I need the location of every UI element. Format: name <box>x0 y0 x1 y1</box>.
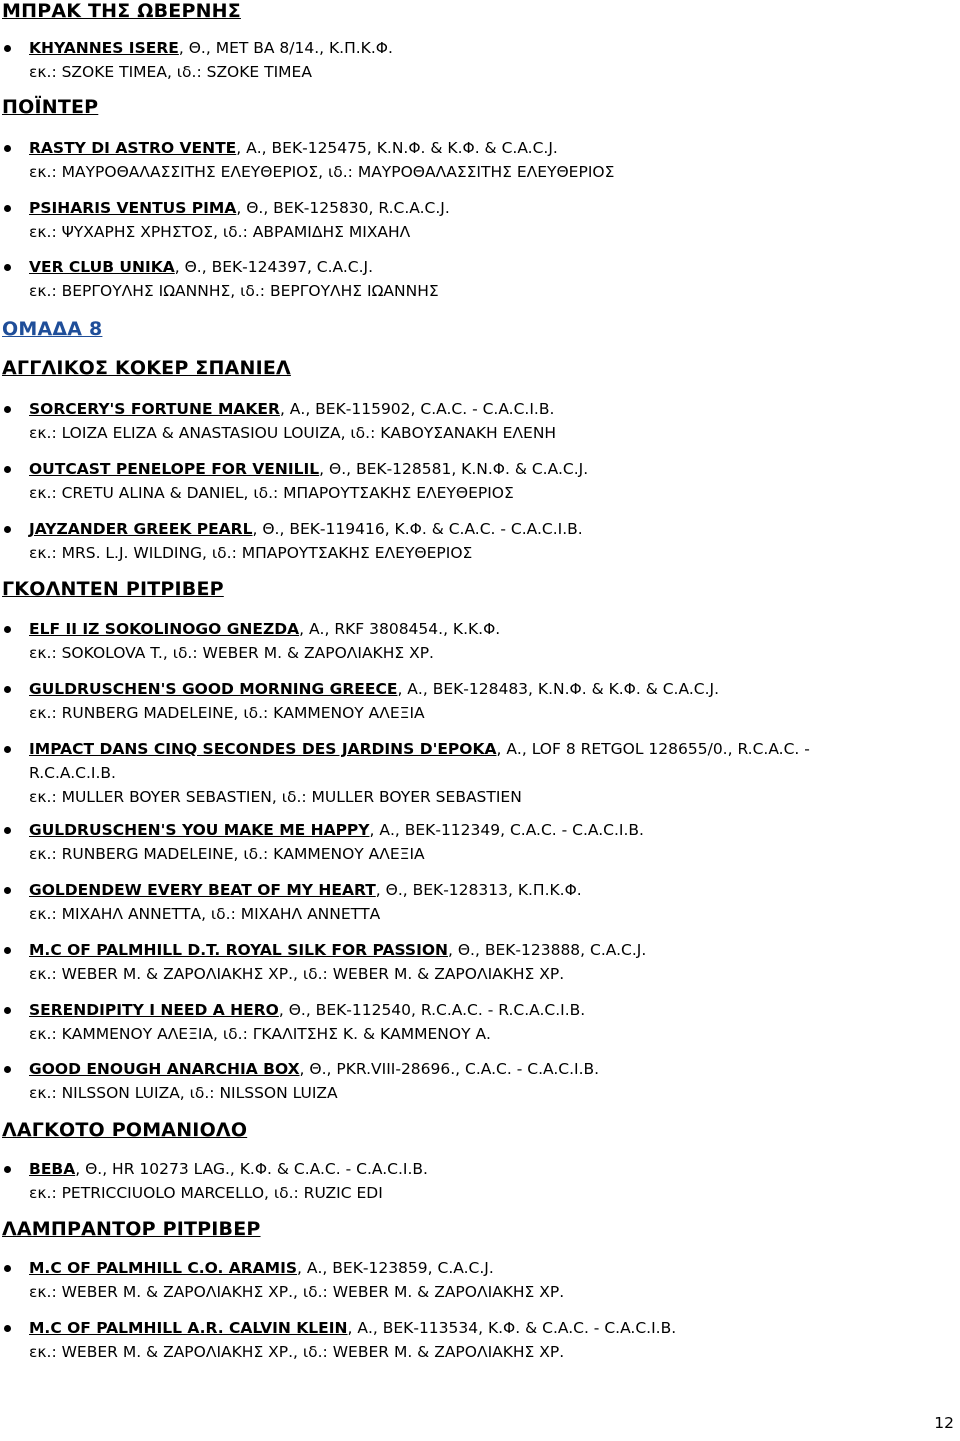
dog-owners: εκ.: RUNBERG MADELEINE, ιδ.: ΚΑΜΜΕΝΟΥ ΑΛΕΞΙΑ <box>29 704 425 722</box>
dog-owners: εκ.: RUNBERG MADELEINE, ιδ.: ΚΑΜΜΕΝΟΥ ΑΛΕΞΙΑ <box>29 845 425 863</box>
dog-name: RASTY DI ASTRO VENTE <box>29 139 237 157</box>
bullet-icon <box>4 626 11 633</box>
dog-owners: εκ.: WEBER M. & ΖΑΡΟΛΙΑΚΗΣ ΧΡ., ιδ.: WEBER M. & ΖΑΡΟΛΙΑΚΗΣ ΧΡ. <box>29 1343 565 1361</box>
bullet-icon <box>4 145 11 152</box>
dog-name: GOOD ENOUGH ANARCHIA BOX <box>29 1060 300 1078</box>
dog-details: , Θ., ΒΕΚ-119416, Κ.Φ. & C.A.C. - C.A.C.I.B. <box>252 520 583 538</box>
dog-owners: εκ.: LOIZA ELIZA & ANASTASIOU LOUIZA, ιδ.: ΚΑΒΟΥΣΑΝΑΚΗ ΕΛΕΝΗ <box>29 424 557 442</box>
bullet-icon <box>4 947 11 954</box>
dog-owners: εκ.: MRS. L.J. WILDING, ιδ.: ΜΠΑΡΟΥΤΣΑΚΗΣ ΕΛΕΥΘΕΡΙΟΣ <box>29 544 473 562</box>
bullet-icon <box>4 264 11 271</box>
dog-details: , Θ., ΜΕΤ ΒΑ 8/14., Κ.Π.Κ.Φ. <box>178 39 393 57</box>
bullet-icon <box>4 746 11 753</box>
breed-heading: ΛΑΜΠΡΑΝΤΟΡ ΡΙΤΡΙΒΕΡ <box>2 1218 261 1240</box>
bullet-icon <box>4 45 11 52</box>
dog-name: SORCERY'S FORTUNE MAKER <box>29 400 280 418</box>
breed-heading: ΜΠΡΑΚ ΤΗΣ ΩΒΕΡΝΗΣ <box>2 0 241 22</box>
dog-name: KHYANNES ISERE <box>29 39 179 57</box>
dog-owners: εκ.: ΚΑΜΜΕΝΟΥ ΑΛΕΞΙΑ, ιδ.: ΓΚΑΛΙΤΣΗΣ Κ. & ΚΑΜΜΕΝΟΥ Α. <box>29 1025 491 1043</box>
dog-name: VER CLUB UNIKA <box>29 258 175 276</box>
bullet-icon <box>4 466 11 473</box>
bullet-icon <box>4 827 11 834</box>
group-heading: ΟΜΑΔΑ 8 <box>2 318 103 340</box>
bullet-icon <box>4 1265 11 1272</box>
dog-name: M.C OF PALMHILL D.T. ROYAL SILK FOR PASSION <box>29 941 448 959</box>
bullet-icon <box>4 1007 11 1014</box>
dog-name: IMPACT DANS CINQ SECONDES DES JARDINS D'EPOKA <box>29 740 497 758</box>
dog-details: , Θ., PKR.VIII-28696., C.A.C. - C.A.C.I.B. <box>299 1060 600 1078</box>
dog-name: M.C OF PALMHILL C.O. ARAMIS <box>29 1259 298 1277</box>
dog-name: OUTCAST PENELOPE FOR VENILIL <box>29 460 320 478</box>
breed-heading: ΠΟΪΝΤΕΡ <box>2 96 99 118</box>
dog-name: JAYZANDER GREEK PEARL <box>29 520 253 538</box>
dog-name: ELF II IZ SOKOLINOGO GNEZDA <box>29 620 300 638</box>
dog-details: , Α., LOF 8 RETGOL 128655/0., R.C.A.C. - <box>496 740 810 758</box>
bullet-icon <box>4 406 11 413</box>
dog-details: , Θ., HR 10273 LAG., Κ.Φ. & C.A.C. - C.A.C.I.B. <box>75 1160 428 1178</box>
bullet-icon <box>4 1166 11 1173</box>
dog-details: , Α., ΒΕΚ-128483, Κ.Ν.Φ. & Κ.Φ. & C.A.C.J. <box>397 680 719 698</box>
dog-name: GULDRUSCHEN'S YOU MAKE ME HAPPY <box>29 821 370 839</box>
dog-details: , Α., ΒΕΚ-113534, Κ.Φ. & C.A.C. - C.A.C.I.B. <box>347 1319 677 1337</box>
dog-details: , Θ., ΒΕΚ-125830, R.C.A.C.J. <box>236 199 450 217</box>
dog-details: , Θ., ΒΕΚ-128581, Κ.Ν.Φ. & C.A.C.J. <box>319 460 589 478</box>
dog-details: , Θ., ΒΕΚ-123888, C.A.C.J. <box>447 941 647 959</box>
dog-name: M.C OF PALMHILL A.R. CALVIN KLEIN <box>29 1319 348 1337</box>
dog-owners: εκ.: SZOKE TIMEA, ιδ.: SZOKE TIMEA <box>29 63 312 81</box>
breed-heading: ΓΚΟΛΝΤΕΝ ΡΙΤΡΙΒΕΡ <box>2 578 224 600</box>
breed-heading: ΑΓΓΛΙΚΟΣ ΚΟΚΕΡ ΣΠΑΝΙΕΛ <box>2 357 291 379</box>
bullet-icon <box>4 686 11 693</box>
dog-details: , Α., ΒΕΚ-112349, C.A.C. - C.A.C.I.B. <box>369 821 644 839</box>
dog-owners: εκ.: MULLER BOYER SEBASTIEN, ιδ.: MULLER BOYER SEBASTIEN <box>29 788 522 806</box>
dog-details-continued: R.C.A.C.I.B. <box>29 764 116 782</box>
dog-details: , Θ., ΒΕΚ-128313, Κ.Π.Κ.Φ. <box>375 881 582 899</box>
dog-owners: εκ.: NILSSON LUIZA, ιδ.: NILSSON LUIZA <box>29 1084 338 1102</box>
dog-name: GOLDENDEW EVERY BEAT OF MY HEART <box>29 881 376 899</box>
bullet-icon <box>4 526 11 533</box>
dog-owners: εκ.: WEBER M. & ΖΑΡΟΛΙΑΚΗΣ ΧΡ., ιδ.: WEBER M. & ΖΑΡΟΛΙΑΚΗΣ ΧΡ. <box>29 1283 565 1301</box>
dog-owners: εκ.: ΜΑΥΡΟΘΑΛΑΣΣΙΤΗΣ ΕΛΕΥΘΕΡΙΟΣ, ιδ.: ΜΑΥΡΟΘΑΛΑΣΣΙΤΗΣ ΕΛΕΥΘΕΡΙΟΣ <box>29 163 615 181</box>
dog-name: GULDRUSCHEN'S GOOD MORNING GREECE <box>29 680 398 698</box>
dog-details: , Θ., ΒΕΚ-112540, R.C.A.C. - R.C.A.C.I.B. <box>278 1001 586 1019</box>
bullet-icon <box>4 205 11 212</box>
bullet-icon <box>4 1325 11 1332</box>
dog-details: , Α., ΒΕΚ-115902, C.A.C. - C.A.C.I.B. <box>279 400 555 418</box>
dog-details: , Α., ΒΕΚ-125475, Κ.Ν.Φ. & Κ.Φ. & C.A.C.J. <box>236 139 558 157</box>
bullet-icon <box>4 1066 11 1073</box>
dog-owners: εκ.: ΒΕΡΓΟΥΛΗΣ ΙΩΑΝΝΗΣ, ιδ.: ΒΕΡΓΟΥΛΗΣ ΙΩΑΝΝΗΣ <box>29 282 439 300</box>
dog-details: , Α., ΒΕΚ-123859, C.A.C.J. <box>297 1259 494 1277</box>
bullet-icon <box>4 887 11 894</box>
dog-owners: εκ.: SOKOLOVA T., ιδ.: WEBER M. & ΖΑΡΟΛΙΑΚΗΣ ΧΡ. <box>29 644 434 662</box>
dog-details: , Θ., ΒΕΚ-124397, C.A.C.J. <box>174 258 374 276</box>
dog-name: BEBA <box>29 1160 76 1178</box>
dog-owners: εκ.: WEBER M. & ΖΑΡΟΛΙΑΚΗΣ ΧΡ., ιδ.: WEBER M. & ΖΑΡΟΛΙΑΚΗΣ ΧΡ. <box>29 965 565 983</box>
dog-name: SERENDIPITY I NEED A HERO <box>29 1001 279 1019</box>
dog-name: PSIHARIS VENTUS PIMA <box>29 199 237 217</box>
dog-owners: εκ.: ΨΥΧΑΡΗΣ ΧΡΗΣΤΟΣ, ιδ.: ΑΒΡΑΜΙΔΗΣ ΜΙΧΑΗΛ <box>29 223 411 241</box>
dog-details: , Α., RKF 3808454., Κ.Κ.Φ. <box>299 620 501 638</box>
dog-owners: εκ.: PETRICCIUOLO MARCELLO, ιδ.: RUZIC EDI <box>29 1184 383 1202</box>
dog-owners: εκ.: CRETU ALINA & DANIEL, ιδ.: ΜΠΑΡΟΥΤΣΑΚΗΣ ΕΛΕΥΘΕΡΙΟΣ <box>29 484 514 502</box>
dog-owners: εκ.: ΜΙΧΑΗΛ ΑΝΝΕΤΤΑ, ιδ.: ΜΙΧΑΗΛ ΑΝΝΕΤΤΑ <box>29 905 381 923</box>
breed-heading: ΛΑΓΚΟΤΟ ΡΟΜΑΝΙΟΛΟ <box>2 1119 248 1141</box>
page-number: 12 <box>934 1414 954 1432</box>
